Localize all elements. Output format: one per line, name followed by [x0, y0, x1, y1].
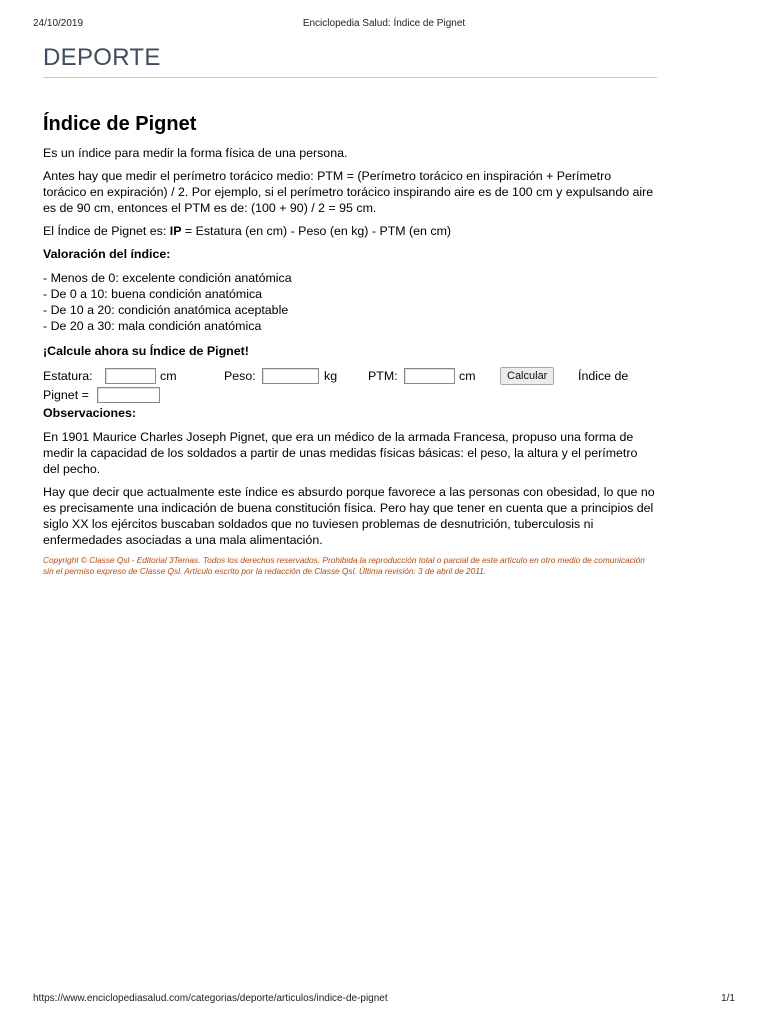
result-label-cont: Pignet =	[43, 388, 89, 402]
peso-input[interactable]	[262, 368, 319, 384]
page-count: 1/1	[721, 993, 735, 1004]
article-title: Índice de Pignet	[43, 113, 197, 135]
result-label: Índice de	[578, 369, 629, 383]
peso-unit: kg	[324, 369, 338, 383]
valoracion-list	[43, 270, 657, 334]
intro-paragraph: Es un índice para medir la forma física de una persona.	[43, 146, 348, 160]
calculator-form	[43, 367, 657, 387]
estatura-unit: cm	[160, 369, 177, 383]
print-footer	[33, 993, 735, 1007]
valoracion-item: - De 10 a 20: condición anatómica aceptable	[43, 303, 289, 317]
section-heading: DEPORTE	[43, 44, 657, 78]
calcular-button[interactable]: Calcular	[500, 367, 554, 385]
observaciones-paragraph-2: Hay que decir que actualmente este índice es absurdo porque favorece a las personas con obesidad, lo que no es precisamente una indicación de buena constitución física. Pero hay que tener en cuenta que a principios del siglo XX los ejércitos buscaban soldados que no tuviesen problemas de desnutrición, tuberculosis ni enfermedades asociadas a una mala alimentación.	[43, 485, 655, 547]
estatura-input[interactable]	[105, 368, 156, 384]
calculator-title: ¡Calcule ahora su Índice de Pignet!	[43, 344, 249, 358]
observaciones-paragraph-1: En 1901 Maurice Charles Joseph Pignet, que era un médico de la armada Francesa, propuso una forma de medir la capacidad de los soldados a partir de unas medidas físicas básicas: el peso, la altura y el perímetro del pecho.	[43, 430, 638, 476]
ptm-label: PTM:	[368, 369, 398, 383]
formula-ip: IP	[169, 224, 182, 238]
formula-prefix: El Índice de Pignet es:	[43, 224, 170, 238]
ptm-input[interactable]	[404, 368, 455, 384]
print-page-title: Enciclopedia Salud: Índice de Pignet	[302, 18, 466, 29]
print-url: https://www.enciclopediasalud.com/categorias/deporte/articulos/indice-de-pignet	[33, 993, 388, 1004]
estatura-label: Estatura:	[43, 369, 93, 383]
article-content	[43, 44, 657, 577]
peso-label: Peso:	[224, 369, 256, 383]
valoracion-title: Valoración del índice:	[43, 247, 171, 261]
valoracion-item: - Menos de 0: excelente condición anatómica	[43, 271, 292, 285]
valoracion-item: - De 20 a 30: mala condición anatómica	[43, 319, 262, 333]
ptm-unit: cm	[459, 369, 476, 383]
result-field[interactable]	[97, 387, 160, 403]
result-row	[43, 387, 657, 405]
ptm-paragraph: Antes hay que medir el perímetro torácico medio: PTM = (Perímetro torácico en inspiración + Perímetro torácico en expiración) / 2. Por ejemplo, si el perímetro torácico inspirando aire es de 100 cm y expulsando aire es de 90 cm, entonces el PTM es de: (100 + 90) / 2 = 95 cm.	[43, 169, 654, 215]
print-date: 24/10/2019	[33, 18, 84, 29]
formula-rest: = Estatura (en cm) - Peso (en kg) - PTM (en cm)	[181, 224, 452, 238]
print-header	[33, 18, 735, 32]
copyright-notice: Copyright © Classe Qsl - Editorial 3Temas. Todos los derechos reservados. Prohibida la reproducción total o parcial de este artículo en otro medio de comunicación sin el permiso expreso de Classe Qsl. Artículo escrito por la redacción de Classe Qsl. Última revisión: 3 de abril de 2011.	[43, 555, 645, 576]
formula-paragraph	[43, 223, 657, 239]
observaciones-title: Observaciones:	[43, 406, 136, 420]
valoracion-item: - De 0 a 10: buena condición anatómica	[43, 287, 263, 301]
